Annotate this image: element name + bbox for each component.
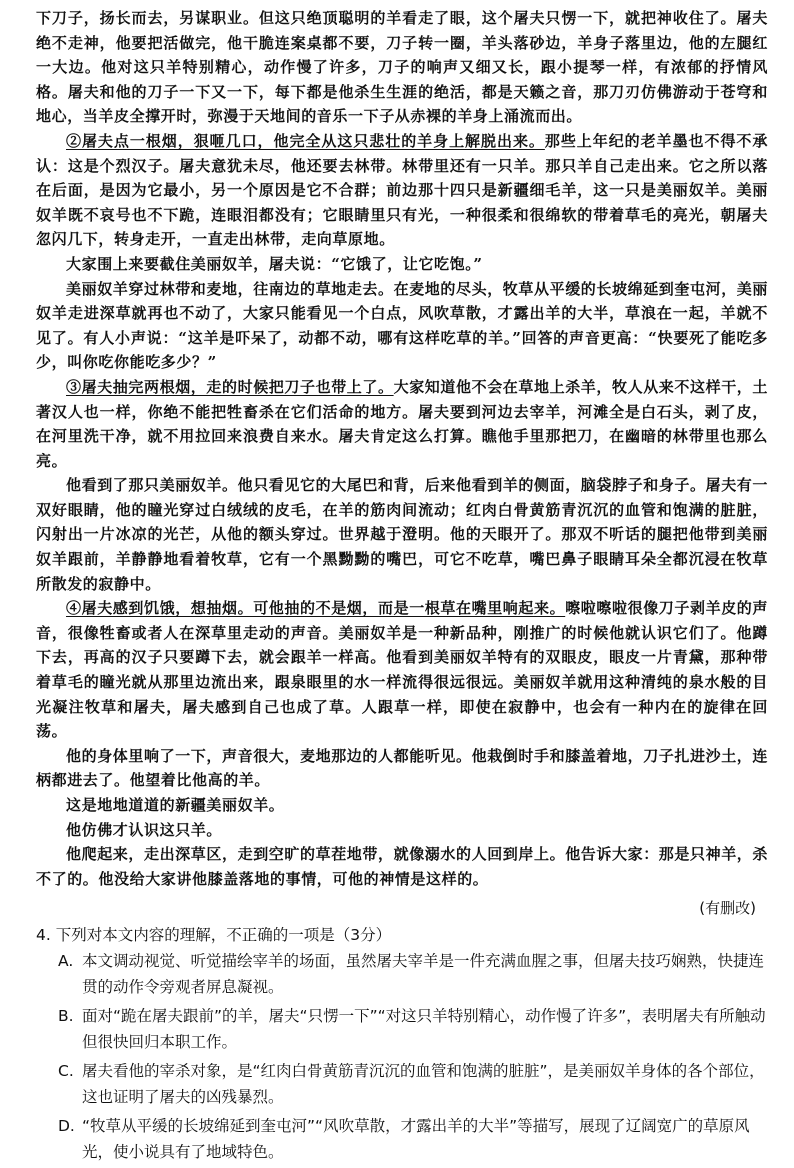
option-c[interactable]: C. 屠夫看他的宰杀对象，是“红肉白骨黄筋青沉沉的血管和饱满的脏脏”，是美丽奴羊身体的各个部位，这也证明了屠夫的凶残暴烈。 <box>58 1062 765 1107</box>
passage-paragraph: 大家围上来要截住美丽奴羊，屠夫说：“它饿了，让它吃饱。” <box>66 254 483 273</box>
underlined-sentence-4: ④屠夫感到饥饿，想抽烟。可他抽的不是烟，而是一根草在嘴里响起来。 <box>66 599 566 618</box>
reading-passage <box>36 6 768 918</box>
option-a[interactable]: A. 本文调动视觉、听觉描绘宰羊的场面，虽然屠夫宰羊是一件充满血腥之事，但屠夫技巧娴熟，快捷连贯的动作令旁观者屏息凝视。 <box>58 952 765 997</box>
question-4 <box>36 922 768 1165</box>
passage-paragraph: ②屠夫点一根烟，狠咂几口，他完全从这只悲壮的羊身上解脱出来。那些上年纪的老羊墨也不得不承认：这是个烈汉子。屠夫意犹未尽，他还要去林带。林带里还有一只羊。那只羊自己走出来。它之所以落在后面，是因为它最小，另一个原因是它不合群；前边那十四只是新疆细毛羊，这一只是美丽奴羊。美丽奴羊既不哀号也不下跪，连眼泪都没有；它眼睛里只有光，一种很柔和很绵软的带着草毛的亮光，朝屠夫忽闪几下，转身走开，一直走出林带，走向草原地。 <box>36 131 768 249</box>
passage-paragraph: 美丽奴羊穿过林带和麦地，往南边的草地走去。在麦地的尽头，牧草从平缓的长坡绵延到奎屯河，美丽奴羊走进深草就再也不动了，大家只能看见一个白点，风吹草散，才露出羊的大半，草浪在一起，羊就不见了。有人小声说：“这羊是吓呆了，动都不动，哪有这样吃草的羊。”回答的声音更高：“快要死了能吃多少，叫你吃你能吃多少？” <box>36 279 769 372</box>
passage-paragraph: ④屠夫感到饥饿，想抽烟。可他抽的不是烟，而是一根草在嘴里响起来。嚓啦嚓啦很像刀子剥羊皮的声音，很像牲畜或者人在深草里走动的声音。美丽奴羊是一种新品种，刚推广的时候他就认识它们了。他蹲下去，再高的汉子只要蹲下去，就会跟羊一样高。他看到美丽奴羊特有的双眼皮，眼皮一片青黛，那种带着草毛的瞳光就从那里边流出来，跟泉眼里的水一样流得很远很远。美丽奴羊就用这种清纯的泉水般的目光凝注牧草和屠夫，屠夫感到自己也成了草。人跟草一样，即使在寂静中，也会有一种内在的旋律在回荡。 <box>36 599 769 741</box>
option-d[interactable]: D. “牧草从平缓的长坡绵延到奎屯河”“风吹草散，才露出羊的大半”等描写，展现了辽阔宽广的草原风光，使小说具有了地域特色。 <box>58 1117 750 1162</box>
passage-paragraph: ③屠夫抽完两根烟，走的时候把刀子也带上了。大家知道他不会在草地上杀羊，牧人从来不这样干，土著汉人也一样，你绝不能把牲畜杀在它们活命的地方。屠夫要到河边去宰羊，河滩全是白石头，剥了皮，在河里洗干净，就不用拉回来浪费自来水。屠夫肯定这么打算。瞧他手里那把刀，在幽暗的林带里也那么亮。 <box>36 377 769 470</box>
underlined-sentence-3: ③屠夫抽完两根烟，走的时候把刀子也带上了。 <box>66 377 394 396</box>
question-stem: 4. 下列对本文内容的理解，不正确的一项是（3分） <box>36 926 392 945</box>
passage-paragraph: 这是地地道道的新疆美丽奴羊。 <box>66 796 285 814</box>
passage-paragraph: 他看到了那只美丽奴羊。他只看见它的大尾巴和背，后来他看到羊的侧面，脑袋脖子和身子。屠夫有一双好眼睛，他的瞳光穿过白绒绒的皮毛，在羊的筋肉间流动；红肉白骨黄筋青沉沉的血管和饱满的脏脏，闪射出一片冰凉的光芒，从他的额头穿过。世界越于澄明。他的天眼开了。那双不听话的腿把他带到美丽奴羊跟前，羊静静地看着牧草，它有一个黑黝黝的嘴巴，可它不吃草，嘴巴鼻子眼睛耳朵全都沉浸在牧草所散发的寂静中。 <box>36 476 769 593</box>
passage-paragraph: 他仿佛才认识这只羊。 <box>66 820 223 839</box>
passage-paragraph: 下刀子，扬长而去，另谋职业。但这只绝顶聪明的羊看走了眼，这个屠夫只愣一下，就把神收住了。屠夫绝不走神，他要把活做完，他干脆连案桌都不要，刀子转一圈，羊头落砂边，羊身子落里边，他的左腿红一大边。他对这只羊特别精心，动作慢了许多，刀子的响声又细又长，跟小提琴一样，有浓郁的抒情风格。屠夫和他的刀子一下又一下，每下都是他杀生生涯的绝活，都是天籁之音，那刀刃仿佛游动于苍穹和地心，当羊皮全撑开时，弥漫于天地间的音乐一下子从赤裸的羊身上涌流而出。 <box>36 9 768 126</box>
underlined-sentence-2: ②屠夫点一根烟，狠咂几口，他完全从这只悲壮的羊身上解脱出来。 <box>66 131 545 150</box>
passage-paragraph: 他的身体里响了一下，声音很大，麦地那边的人都能听见。他栽倒时手和膝盖着地，刀子扎进沙土，连柄都进去了。他望着比他高的羊。 <box>36 746 769 790</box>
exam-page <box>36 6 768 1168</box>
passage-paragraph: 他爬起来，走出深草区，走到空旷的草茬地带，就像溺水的人回到岸上。他告诉大家：那是只神羊，杀不了的。他没给大家讲他膝盖落地的事情，可他的神情是这样的。 <box>36 845 769 888</box>
adaptation-note: (有删改) <box>699 899 756 918</box>
option-b[interactable]: B. 面对“跪在屠夫跟前”的羊，屠夫“只愣一下”“对这只羊特别精心，动作慢了许多”，表明屠夫有所触动但很快回归本职工作。 <box>58 1007 766 1052</box>
